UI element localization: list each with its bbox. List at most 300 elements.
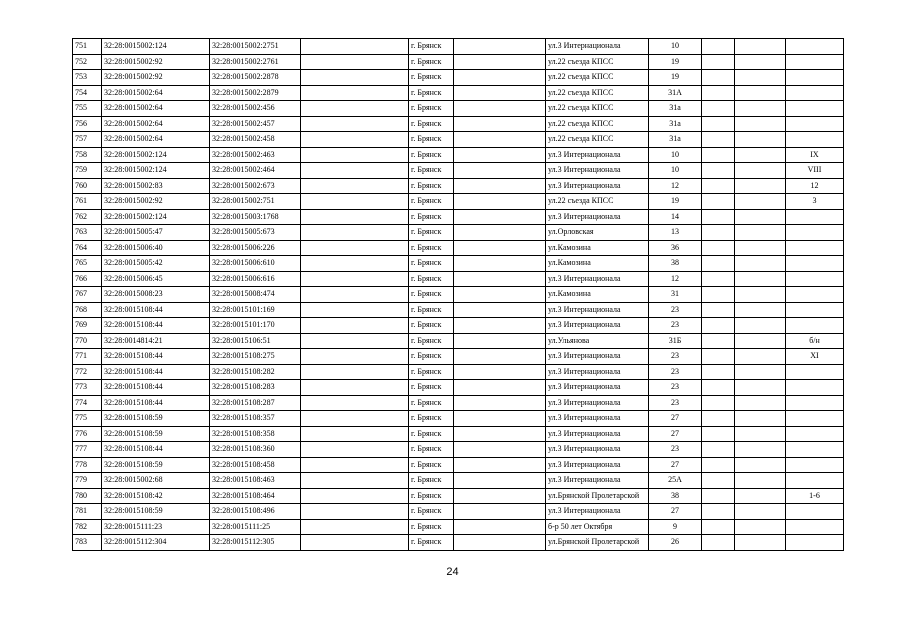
house-number-cell: 14 xyxy=(649,209,702,225)
extra-designation-cell xyxy=(786,504,844,520)
land-plot-cadastral-number-cell: 32:28:0014814:21 xyxy=(102,333,210,349)
building-cadastral-number-cell: 32:28:0015003:1768 xyxy=(210,209,301,225)
row-number-cell: 775 xyxy=(73,411,102,427)
empty-column-cell xyxy=(301,364,409,380)
empty-column-cell xyxy=(301,39,409,55)
extra-designation-cell xyxy=(786,519,844,535)
house-number-cell: 23 xyxy=(649,349,702,365)
building-cadastral-number-cell: 32:28:0015108:287 xyxy=(210,395,301,411)
city-cell: г. Брянск xyxy=(409,411,454,427)
empty-column-cell xyxy=(735,39,786,55)
extra-designation-cell xyxy=(786,318,844,334)
empty-column-cell xyxy=(454,287,546,303)
building-cadastral-number-cell: 32:28:0015006:610 xyxy=(210,256,301,272)
land-plot-cadastral-number-cell: 32:28:0015108:59 xyxy=(102,504,210,520)
land-plot-cadastral-number-cell: 32:28:0015108:59 xyxy=(102,457,210,473)
empty-column-cell xyxy=(702,395,735,411)
house-number-cell: 36 xyxy=(649,240,702,256)
empty-column-cell xyxy=(702,54,735,70)
empty-column-cell xyxy=(301,457,409,473)
empty-column-cell xyxy=(735,395,786,411)
empty-column-cell xyxy=(454,333,546,349)
empty-column-cell xyxy=(735,70,786,86)
street-cell: ул.3 Интернационала xyxy=(546,349,649,365)
city-cell: г. Брянск xyxy=(409,426,454,442)
empty-column-cell xyxy=(702,364,735,380)
empty-column-cell xyxy=(301,426,409,442)
house-number-cell: 31а xyxy=(649,132,702,148)
empty-column-cell xyxy=(454,380,546,396)
empty-column-cell xyxy=(735,209,786,225)
table-row xyxy=(73,411,844,427)
empty-column-cell xyxy=(454,256,546,272)
street-cell: ул.3 Интернационала xyxy=(546,302,649,318)
empty-column-cell xyxy=(301,194,409,210)
extra-designation-cell xyxy=(786,426,844,442)
city-cell: г. Брянск xyxy=(409,163,454,179)
row-number-cell: 771 xyxy=(73,349,102,365)
extra-designation-cell xyxy=(786,473,844,489)
land-plot-cadastral-number-cell: 32:28:0015008:23 xyxy=(102,287,210,303)
building-cadastral-number-cell: 32:28:0015005:673 xyxy=(210,225,301,241)
table-row xyxy=(73,240,844,256)
empty-column-cell xyxy=(454,240,546,256)
table-row xyxy=(73,209,844,225)
street-cell: ул.Ульянова xyxy=(546,333,649,349)
empty-column-cell xyxy=(702,442,735,458)
land-plot-cadastral-number-cell: 32:28:0015108:59 xyxy=(102,426,210,442)
street-cell: ул.3 Интернационала xyxy=(546,504,649,520)
building-cadastral-number-cell: 32:28:0015106:51 xyxy=(210,333,301,349)
extra-designation-cell xyxy=(786,209,844,225)
empty-column-cell xyxy=(454,85,546,101)
empty-column-cell xyxy=(735,147,786,163)
empty-column-cell xyxy=(702,194,735,210)
empty-column-cell xyxy=(454,163,546,179)
row-number-cell: 780 xyxy=(73,488,102,504)
empty-column-cell xyxy=(301,473,409,489)
empty-column-cell xyxy=(735,132,786,148)
city-cell: г. Брянск xyxy=(409,473,454,489)
empty-column-cell xyxy=(702,101,735,117)
empty-column-cell xyxy=(702,225,735,241)
city-cell: г. Брянск xyxy=(409,457,454,473)
empty-column-cell xyxy=(301,349,409,365)
table-row xyxy=(73,101,844,117)
house-number-cell: 19 xyxy=(649,194,702,210)
empty-column-cell xyxy=(454,519,546,535)
extra-designation-cell xyxy=(786,240,844,256)
extra-designation-cell xyxy=(786,54,844,70)
street-cell: ул.Камозина xyxy=(546,240,649,256)
city-cell: г. Брянск xyxy=(409,535,454,551)
empty-column-cell xyxy=(735,101,786,117)
house-number-cell: 27 xyxy=(649,457,702,473)
street-cell: ул.22 съезда КПСС xyxy=(546,70,649,86)
extra-designation-cell: IX xyxy=(786,147,844,163)
building-cadastral-number-cell: 32:28:0015002:2878 xyxy=(210,70,301,86)
empty-column-cell xyxy=(702,163,735,179)
table-row xyxy=(73,395,844,411)
empty-column-cell xyxy=(735,535,786,551)
empty-column-cell xyxy=(735,519,786,535)
city-cell: г. Брянск xyxy=(409,209,454,225)
house-number-cell: 23 xyxy=(649,442,702,458)
empty-column-cell xyxy=(454,504,546,520)
extra-designation-cell: 1-6 xyxy=(786,488,844,504)
land-plot-cadastral-number-cell: 32:28:0015112:304 xyxy=(102,535,210,551)
street-cell: ул.3 Интернационала xyxy=(546,163,649,179)
land-plot-cadastral-number-cell: 32:28:0015111:23 xyxy=(102,519,210,535)
city-cell: г. Брянск xyxy=(409,519,454,535)
row-number-cell: 754 xyxy=(73,85,102,101)
empty-column-cell xyxy=(735,271,786,287)
table-row xyxy=(73,85,844,101)
street-cell: ул.3 Интернационала xyxy=(546,426,649,442)
empty-column-cell xyxy=(735,411,786,427)
land-plot-cadastral-number-cell: 32:28:0015108:42 xyxy=(102,488,210,504)
city-cell: г. Брянск xyxy=(409,54,454,70)
table-row xyxy=(73,54,844,70)
house-number-cell: 23 xyxy=(649,318,702,334)
building-cadastral-number-cell: 32:28:0015108:360 xyxy=(210,442,301,458)
building-cadastral-number-cell: 32:28:0015108:283 xyxy=(210,380,301,396)
land-plot-cadastral-number-cell: 32:28:0015002:64 xyxy=(102,132,210,148)
city-cell: г. Брянск xyxy=(409,364,454,380)
street-cell: ул.22 съезда КПСС xyxy=(546,54,649,70)
row-number-cell: 753 xyxy=(73,70,102,86)
extra-designation-cell xyxy=(786,256,844,272)
building-cadastral-number-cell: 32:28:0015002:2879 xyxy=(210,85,301,101)
row-number-cell: 759 xyxy=(73,163,102,179)
empty-column-cell xyxy=(454,209,546,225)
empty-column-cell xyxy=(301,54,409,70)
street-cell: ул.3 Интернационала xyxy=(546,147,649,163)
street-cell: ул.3 Интернационала xyxy=(546,411,649,427)
extra-designation-cell xyxy=(786,85,844,101)
land-plot-cadastral-number-cell: 32:28:0015108:44 xyxy=(102,302,210,318)
land-plot-cadastral-number-cell: 32:28:0015002:83 xyxy=(102,178,210,194)
building-cadastral-number-cell: 32:28:0015002:2751 xyxy=(210,39,301,55)
street-cell: ул.22 съезда КПСС xyxy=(546,85,649,101)
street-cell: ул.3 Интернационала xyxy=(546,209,649,225)
empty-column-cell xyxy=(735,85,786,101)
empty-column-cell xyxy=(454,411,546,427)
table-row xyxy=(73,163,844,179)
empty-column-cell xyxy=(702,411,735,427)
empty-column-cell xyxy=(702,488,735,504)
building-cadastral-number-cell: 32:28:0015108:464 xyxy=(210,488,301,504)
extra-designation-cell xyxy=(786,225,844,241)
table-row xyxy=(73,132,844,148)
city-cell: г. Брянск xyxy=(409,333,454,349)
building-cadastral-number-cell: 32:28:0015112:305 xyxy=(210,535,301,551)
table-row xyxy=(73,116,844,132)
table-row xyxy=(73,147,844,163)
table-row xyxy=(73,426,844,442)
row-number-cell: 773 xyxy=(73,380,102,396)
city-cell: г. Брянск xyxy=(409,488,454,504)
empty-column-cell xyxy=(735,287,786,303)
building-cadastral-number-cell: 32:28:0015002:2761 xyxy=(210,54,301,70)
building-cadastral-number-cell: 32:28:0015002:463 xyxy=(210,147,301,163)
empty-column-cell xyxy=(735,333,786,349)
city-cell: г. Брянск xyxy=(409,442,454,458)
street-cell: ул.Орловская xyxy=(546,225,649,241)
building-cadastral-number-cell: 32:28:0015111:25 xyxy=(210,519,301,535)
house-number-cell: 27 xyxy=(649,426,702,442)
building-cadastral-number-cell: 32:28:0015108:358 xyxy=(210,426,301,442)
street-cell: ул.3 Интернационала xyxy=(546,380,649,396)
extra-designation-cell xyxy=(786,411,844,427)
empty-column-cell xyxy=(702,132,735,148)
empty-column-cell xyxy=(301,442,409,458)
city-cell: г. Брянск xyxy=(409,240,454,256)
city-cell: г. Брянск xyxy=(409,225,454,241)
building-cadastral-number-cell: 32:28:0015002:751 xyxy=(210,194,301,210)
land-plot-cadastral-number-cell: 32:28:0015002:124 xyxy=(102,163,210,179)
building-cadastral-number-cell: 32:28:0015108:282 xyxy=(210,364,301,380)
empty-column-cell xyxy=(454,457,546,473)
empty-column-cell xyxy=(702,504,735,520)
empty-column-cell xyxy=(735,442,786,458)
empty-column-cell xyxy=(454,302,546,318)
row-number-cell: 758 xyxy=(73,147,102,163)
extra-designation-cell xyxy=(786,39,844,55)
land-plot-cadastral-number-cell: 32:28:0015006:40 xyxy=(102,240,210,256)
empty-column-cell xyxy=(735,302,786,318)
city-cell: г. Брянск xyxy=(409,395,454,411)
row-number-cell: 757 xyxy=(73,132,102,148)
row-number-cell: 752 xyxy=(73,54,102,70)
street-cell: ул.3 Интернационала xyxy=(546,473,649,489)
empty-column-cell xyxy=(735,504,786,520)
row-number-cell: 777 xyxy=(73,442,102,458)
land-plot-cadastral-number-cell: 32:28:0015002:64 xyxy=(102,101,210,117)
street-cell: ул.22 съезда КПСС xyxy=(546,101,649,117)
row-number-cell: 766 xyxy=(73,271,102,287)
extra-designation-cell: VIII xyxy=(786,163,844,179)
empty-column-cell xyxy=(454,442,546,458)
row-number-cell: 774 xyxy=(73,395,102,411)
land-plot-cadastral-number-cell: 32:28:0015108:44 xyxy=(102,395,210,411)
empty-column-cell xyxy=(702,457,735,473)
extra-designation-cell xyxy=(786,302,844,318)
empty-column-cell xyxy=(301,519,409,535)
table-row xyxy=(73,349,844,365)
city-cell: г. Брянск xyxy=(409,302,454,318)
house-number-cell: 23 xyxy=(649,380,702,396)
table-row xyxy=(73,194,844,210)
street-cell: ул.3 Интернационала xyxy=(546,442,649,458)
land-plot-cadastral-number-cell: 32:28:0015005:47 xyxy=(102,225,210,241)
building-cadastral-number-cell: 32:28:0015006:616 xyxy=(210,271,301,287)
empty-column-cell xyxy=(735,54,786,70)
table-row xyxy=(73,519,844,535)
empty-column-cell xyxy=(735,318,786,334)
city-cell: г. Брянск xyxy=(409,380,454,396)
extra-designation-cell xyxy=(786,271,844,287)
empty-column-cell xyxy=(301,411,409,427)
city-cell: г. Брянск xyxy=(409,116,454,132)
empty-column-cell xyxy=(702,178,735,194)
empty-column-cell xyxy=(454,101,546,117)
house-number-cell: 25А xyxy=(649,473,702,489)
house-number-cell: 9 xyxy=(649,519,702,535)
extra-designation-cell: б/н xyxy=(786,333,844,349)
empty-column-cell xyxy=(735,256,786,272)
city-cell: г. Брянск xyxy=(409,101,454,117)
street-cell: ул.22 съезда КПСС xyxy=(546,132,649,148)
land-plot-cadastral-number-cell: 32:28:0015108:44 xyxy=(102,442,210,458)
empty-column-cell xyxy=(301,256,409,272)
empty-column-cell xyxy=(702,473,735,489)
building-cadastral-number-cell: 32:28:0015108:496 xyxy=(210,504,301,520)
building-cadastral-number-cell: 32:28:0015101:170 xyxy=(210,318,301,334)
land-plot-cadastral-number-cell: 32:28:0015005:42 xyxy=(102,256,210,272)
row-number-cell: 778 xyxy=(73,457,102,473)
empty-column-cell xyxy=(454,70,546,86)
empty-column-cell xyxy=(702,256,735,272)
empty-column-cell xyxy=(735,457,786,473)
land-plot-cadastral-number-cell: 32:28:0015002:64 xyxy=(102,116,210,132)
empty-column-cell xyxy=(454,364,546,380)
land-plot-cadastral-number-cell: 32:28:0015108:59 xyxy=(102,411,210,427)
row-number-cell: 776 xyxy=(73,426,102,442)
house-number-cell: 31А xyxy=(649,85,702,101)
house-number-cell: 26 xyxy=(649,535,702,551)
empty-column-cell xyxy=(454,132,546,148)
city-cell: г. Брянск xyxy=(409,70,454,86)
table-row xyxy=(73,473,844,489)
land-plot-cadastral-number-cell: 32:28:0015108:44 xyxy=(102,380,210,396)
empty-column-cell xyxy=(454,473,546,489)
house-number-cell: 38 xyxy=(649,488,702,504)
row-number-cell: 769 xyxy=(73,318,102,334)
empty-column-cell xyxy=(454,395,546,411)
empty-column-cell xyxy=(301,70,409,86)
table-row xyxy=(73,287,844,303)
empty-column-cell xyxy=(702,302,735,318)
empty-column-cell xyxy=(301,225,409,241)
house-number-cell: 27 xyxy=(649,504,702,520)
table-row xyxy=(73,256,844,272)
building-cadastral-number-cell: 32:28:0015002:673 xyxy=(210,178,301,194)
table-row xyxy=(73,302,844,318)
extra-designation-cell xyxy=(786,132,844,148)
building-cadastral-number-cell: 32:28:0015108:463 xyxy=(210,473,301,489)
empty-column-cell xyxy=(454,426,546,442)
city-cell: г. Брянск xyxy=(409,194,454,210)
street-cell: ул.22 съезда КПСС xyxy=(546,116,649,132)
empty-column-cell xyxy=(702,287,735,303)
land-plot-cadastral-number-cell: 32:28:0015006:45 xyxy=(102,271,210,287)
extra-designation-cell xyxy=(786,380,844,396)
extra-designation-cell xyxy=(786,457,844,473)
street-cell: ул.Камозина xyxy=(546,256,649,272)
table-row xyxy=(73,333,844,349)
table-row xyxy=(73,442,844,458)
empty-column-cell xyxy=(301,147,409,163)
land-plot-cadastral-number-cell: 32:28:0015002:124 xyxy=(102,147,210,163)
empty-column-cell xyxy=(301,333,409,349)
extra-designation-cell xyxy=(786,287,844,303)
empty-column-cell xyxy=(454,535,546,551)
street-cell: ул.Камозина xyxy=(546,287,649,303)
empty-column-cell xyxy=(702,70,735,86)
empty-column-cell xyxy=(454,318,546,334)
table-row xyxy=(73,380,844,396)
street-cell: ул.22 съезда КПСС xyxy=(546,194,649,210)
empty-column-cell xyxy=(735,240,786,256)
empty-column-cell xyxy=(735,116,786,132)
land-plot-cadastral-number-cell: 32:28:0015002:68 xyxy=(102,473,210,489)
land-plot-cadastral-number-cell: 32:28:0015002:92 xyxy=(102,54,210,70)
street-cell: ул.3 Интернационала xyxy=(546,271,649,287)
building-cadastral-number-cell: 32:28:0015108:275 xyxy=(210,349,301,365)
house-number-cell: 23 xyxy=(649,395,702,411)
empty-column-cell xyxy=(735,473,786,489)
empty-column-cell xyxy=(702,240,735,256)
table-row xyxy=(73,39,844,55)
building-cadastral-number-cell: 32:28:0015002:458 xyxy=(210,132,301,148)
house-number-cell: 31Б xyxy=(649,333,702,349)
row-number-cell: 767 xyxy=(73,287,102,303)
empty-column-cell xyxy=(454,116,546,132)
empty-column-cell xyxy=(702,85,735,101)
city-cell: г. Брянск xyxy=(409,504,454,520)
empty-column-cell xyxy=(301,163,409,179)
table-row xyxy=(73,488,844,504)
extra-designation-cell xyxy=(786,116,844,132)
house-number-cell: 12 xyxy=(649,271,702,287)
building-cadastral-number-cell: 32:28:0015108:357 xyxy=(210,411,301,427)
house-number-cell: 31а xyxy=(649,116,702,132)
land-plot-cadastral-number-cell: 32:28:0015002:124 xyxy=(102,209,210,225)
empty-column-cell xyxy=(702,519,735,535)
empty-column-cell xyxy=(301,271,409,287)
empty-column-cell xyxy=(735,349,786,365)
empty-column-cell xyxy=(735,380,786,396)
empty-column-cell xyxy=(702,271,735,287)
row-number-cell: 783 xyxy=(73,535,102,551)
building-cadastral-number-cell: 32:28:0015002:456 xyxy=(210,101,301,117)
empty-column-cell xyxy=(735,225,786,241)
table-row xyxy=(73,178,844,194)
empty-column-cell xyxy=(454,147,546,163)
street-cell: б-р 50 лет Октября xyxy=(546,519,649,535)
empty-column-cell xyxy=(454,271,546,287)
city-cell: г. Брянск xyxy=(409,256,454,272)
table-row xyxy=(73,457,844,473)
empty-column-cell xyxy=(301,395,409,411)
land-plot-cadastral-number-cell: 32:28:0015002:124 xyxy=(102,39,210,55)
extra-designation-cell xyxy=(786,101,844,117)
table-row xyxy=(73,70,844,86)
house-number-cell: 27 xyxy=(649,411,702,427)
empty-column-cell xyxy=(702,333,735,349)
empty-column-cell xyxy=(735,488,786,504)
street-cell: ул.3 Интернационала xyxy=(546,178,649,194)
row-number-cell: 770 xyxy=(73,333,102,349)
empty-column-cell xyxy=(702,535,735,551)
row-number-cell: 779 xyxy=(73,473,102,489)
street-cell: ул.3 Интернационала xyxy=(546,395,649,411)
city-cell: г. Брянск xyxy=(409,178,454,194)
empty-column-cell xyxy=(735,194,786,210)
extra-designation-cell: 12 xyxy=(786,178,844,194)
extra-designation-cell xyxy=(786,70,844,86)
